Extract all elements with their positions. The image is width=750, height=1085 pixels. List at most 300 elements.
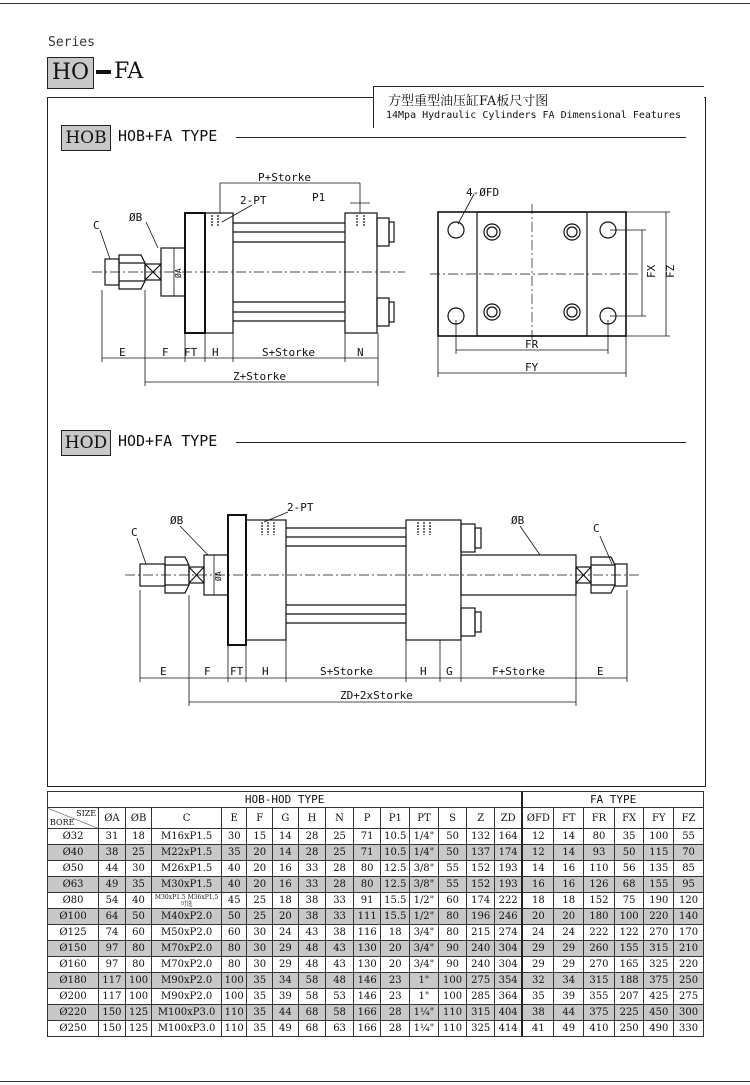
- table-cell: 100: [125, 973, 152, 989]
- table-cell: 222: [584, 925, 615, 941]
- table-cell: 10.5: [381, 829, 410, 845]
- table-cell: 116: [353, 925, 381, 941]
- table-cell: 40: [221, 877, 247, 893]
- table-cell: 126: [584, 877, 615, 893]
- table-cell: 15.5: [381, 909, 410, 925]
- table-cell: 63: [326, 1021, 354, 1037]
- table-cell: 220: [674, 957, 704, 973]
- table-cell: 190: [644, 893, 674, 909]
- table-cell: 120: [674, 893, 704, 909]
- table-cell: 30: [247, 925, 273, 941]
- table-cell: 1¼": [410, 1021, 439, 1037]
- table-body: [48, 829, 704, 1037]
- series-label: Series: [48, 35, 95, 50]
- table-cell: M90xP2.0: [152, 989, 222, 1005]
- table-cell: 90: [438, 941, 467, 957]
- table-cell: 29: [554, 957, 584, 973]
- table-cell: 130: [353, 957, 381, 973]
- hod-phi-b-right-label: ØB: [511, 514, 525, 527]
- table-cell: Ø200: [48, 989, 99, 1005]
- table-cell: 48: [298, 957, 326, 973]
- table-cell: 18: [273, 893, 299, 909]
- hod-f-label: F: [204, 665, 211, 678]
- table-cell: 20: [381, 941, 410, 957]
- table-cell: 100: [221, 973, 247, 989]
- table-cell: 60: [438, 893, 467, 909]
- table-cell: 12: [522, 845, 554, 861]
- hob-phi-a-label: ØA: [174, 268, 183, 278]
- column-header: PT: [410, 808, 439, 829]
- table-cell: 20: [381, 957, 410, 973]
- hod-header-rule: [236, 442, 686, 443]
- table-cell: 30: [247, 957, 273, 973]
- table-cell: 29: [273, 957, 299, 973]
- table-cell: 20: [247, 861, 273, 877]
- table-cell: 20: [247, 877, 273, 893]
- column-header: ØB: [125, 808, 152, 829]
- column-header: Z: [467, 808, 495, 829]
- hob-type-label: HOB+FA TYPE: [118, 127, 218, 145]
- series-suffix: FA: [114, 59, 144, 84]
- table-cell: 54: [99, 893, 126, 909]
- table-cell: 80: [221, 957, 247, 973]
- table-cell: 35: [247, 989, 273, 1005]
- table-cell: 115: [644, 845, 674, 861]
- table-cell: 110: [584, 861, 615, 877]
- hod-e-right-label: E: [597, 665, 604, 678]
- table-cell: 48: [326, 973, 354, 989]
- table-cell: 220: [644, 909, 674, 925]
- table-cell: 31: [99, 829, 126, 845]
- table-cell: 18: [554, 893, 584, 909]
- table-cell: 274: [495, 925, 523, 941]
- table-cell: 64: [99, 909, 126, 925]
- table-cell: 110: [221, 1005, 247, 1021]
- table-cell: 32: [522, 973, 554, 989]
- table-cell: 56: [614, 861, 644, 877]
- table-cell: 34: [554, 973, 584, 989]
- table-cell: 28: [298, 829, 326, 845]
- table-cell: 80: [353, 861, 381, 877]
- hob-phi-b-label: ØB: [129, 211, 143, 224]
- hod-zd-label: ZD+2xStorke: [340, 689, 413, 702]
- hod-s-storke-label: S+Storke: [320, 665, 373, 678]
- table-cell: M30xP1.5 M36xP1.5 可选: [152, 893, 222, 909]
- table-cell: 110: [221, 1021, 247, 1037]
- table-cell: Ø40: [48, 845, 99, 861]
- table-cell: 166: [353, 1021, 381, 1037]
- hod-ft-label: FT: [230, 665, 244, 678]
- table-cell: 24: [554, 925, 584, 941]
- table-cell: M26xP1.5: [152, 861, 222, 877]
- table-cell: 364: [495, 989, 523, 1005]
- table-cell: 25: [125, 845, 152, 861]
- column-header: FR: [584, 808, 615, 829]
- hob-h-label: H: [212, 346, 219, 359]
- table-cell: M90xP2.0: [152, 973, 222, 989]
- hob-n-label: N: [357, 346, 364, 359]
- column-header: FX: [614, 808, 644, 829]
- table-cell: 41: [522, 1021, 554, 1037]
- table-cell: 35: [125, 877, 152, 893]
- table-cell: 325: [644, 957, 674, 973]
- table-cell: 270: [644, 925, 674, 941]
- table-cell: 50: [221, 909, 247, 925]
- table-cell: 325: [467, 1021, 495, 1037]
- table-cell: 58: [298, 989, 326, 1005]
- table-cell: 23: [381, 973, 410, 989]
- table-cell: 14: [554, 829, 584, 845]
- table-cell: 29: [554, 941, 584, 957]
- table-cell: 58: [298, 973, 326, 989]
- table-cell: 25: [326, 829, 354, 845]
- table-cell: Ø32: [48, 829, 99, 845]
- table-cell: 50: [438, 829, 467, 845]
- front-fz-label: FZ: [664, 264, 677, 278]
- table-cell: 100: [221, 989, 247, 1005]
- table-cell: 210: [674, 941, 704, 957]
- table-cell: 355: [584, 989, 615, 1005]
- table-cell: 3/8": [410, 877, 439, 893]
- table-group-left: HOB-HOD TYPE: [48, 792, 523, 808]
- table-cell: M30xP1.5: [152, 877, 222, 893]
- spec-table: [47, 791, 704, 1037]
- table-cell: 12: [522, 829, 554, 845]
- hod-phi-b-left-label: ØB: [170, 514, 184, 527]
- title-chinese: 方型重型油压缸FA板尺寸图: [388, 94, 549, 109]
- table-cell: 38: [326, 925, 354, 941]
- table-cell: 117: [99, 973, 126, 989]
- table-cell: 20: [522, 909, 554, 925]
- table-cell: 275: [674, 989, 704, 1005]
- table-cell: 12.5: [381, 877, 410, 893]
- table-cell: 100: [644, 829, 674, 845]
- table-cell: 24: [522, 925, 554, 941]
- table-cell: 300: [674, 1005, 704, 1021]
- table-cell: 3/4": [410, 957, 439, 973]
- table-cell: M70xP2.0: [152, 941, 222, 957]
- table-cell: 315: [467, 1005, 495, 1021]
- table-cell: 15.5: [381, 893, 410, 909]
- table-cell: 100: [614, 909, 644, 925]
- column-header: P1: [381, 808, 410, 829]
- table-cell: 33: [298, 877, 326, 893]
- table-cell: M70xP2.0: [152, 957, 222, 973]
- table-cell: 33: [326, 893, 354, 909]
- front-fr-label: FR: [525, 338, 539, 351]
- hod-phi-a-label: ØA: [214, 571, 223, 581]
- table-cell: 35: [522, 989, 554, 1005]
- table-cell: 174: [495, 845, 523, 861]
- table-cell: 60: [125, 925, 152, 941]
- table-row: [48, 861, 704, 877]
- hob-f-label: F: [162, 346, 169, 359]
- table-cell: 240: [467, 941, 495, 957]
- table-cell: 1": [410, 989, 439, 1005]
- table-cell: Ø250: [48, 1021, 99, 1037]
- column-header: G: [273, 808, 299, 829]
- column-header: N: [326, 808, 354, 829]
- table-cell: 3/4": [410, 941, 439, 957]
- table-cell: 490: [644, 1021, 674, 1037]
- table-cell: M16xP1.5: [152, 829, 222, 845]
- table-cell: 30: [125, 861, 152, 877]
- table-cell: 29: [522, 941, 554, 957]
- hod-2pt-label: 2-PT: [287, 501, 314, 514]
- table-cell: 29: [273, 941, 299, 957]
- table-cell: 354: [495, 973, 523, 989]
- table-cell: 70: [674, 845, 704, 861]
- table-cell: M22xP1.5: [152, 845, 222, 861]
- hod-h-left-label: H: [262, 665, 269, 678]
- table-cell: 35: [221, 845, 247, 861]
- table-cell: 20: [273, 909, 299, 925]
- table-cell: 315: [584, 973, 615, 989]
- table-cell: 18: [381, 925, 410, 941]
- hob-front-view: [430, 180, 680, 380]
- column-header: H: [298, 808, 326, 829]
- table-cell: 95: [674, 877, 704, 893]
- hod-h-right-label: H: [420, 665, 427, 678]
- table-cell: 34: [273, 973, 299, 989]
- table-cell: Ø150: [48, 941, 99, 957]
- hod-g-label: G: [446, 665, 453, 678]
- table-row: [48, 909, 704, 925]
- table-group-header: [48, 792, 704, 808]
- table-cell: 240: [467, 957, 495, 973]
- table-cell: 275: [467, 973, 495, 989]
- table-cell: 55: [438, 877, 467, 893]
- table-row: [48, 1005, 704, 1021]
- table-cell: 50: [438, 845, 467, 861]
- hob-z-storke-label: Z+Storke: [233, 370, 286, 383]
- table-cell: 39: [554, 989, 584, 1005]
- table-cell: 30: [247, 941, 273, 957]
- table-cell: 60: [221, 925, 247, 941]
- hod-c-right-label: C: [593, 522, 600, 535]
- table-cell: 155: [644, 877, 674, 893]
- table-cell: 1/2": [410, 909, 439, 925]
- table-row: [48, 973, 704, 989]
- table-cell: 14: [554, 845, 584, 861]
- table-row: [48, 957, 704, 973]
- column-header: ZD: [495, 808, 523, 829]
- table-cell: 40: [125, 893, 152, 909]
- table-corner-cell: [48, 808, 99, 829]
- table-cell: 97: [99, 957, 126, 973]
- table-cell: 375: [584, 1005, 615, 1021]
- table-cell: Ø80: [48, 893, 99, 909]
- table-cell: 40: [221, 861, 247, 877]
- table-row: [48, 829, 704, 845]
- column-header: F: [247, 808, 273, 829]
- hob-type-box: HOB: [61, 125, 111, 151]
- table-cell: 150: [99, 1005, 126, 1021]
- table-cell: 30: [221, 829, 247, 845]
- table-cell: 135: [644, 861, 674, 877]
- table-cell: 18: [522, 893, 554, 909]
- table-cell: 68: [298, 1021, 326, 1037]
- table-cell: 71: [353, 829, 381, 845]
- table-cell: 16: [554, 861, 584, 877]
- table-cell: 38: [522, 1005, 554, 1021]
- table-cell: 166: [353, 1005, 381, 1021]
- column-header: FZ: [674, 808, 704, 829]
- table-cell: 18: [125, 829, 152, 845]
- table-cell: 14: [273, 845, 299, 861]
- column-header: P: [353, 808, 381, 829]
- table-cell: 152: [467, 877, 495, 893]
- table-cell: 12.5: [381, 861, 410, 877]
- table-cell: 80: [438, 909, 467, 925]
- table-cell: 207: [614, 989, 644, 1005]
- table-cell: 425: [644, 989, 674, 1005]
- column-header: FT: [554, 808, 584, 829]
- table-cell: 25: [247, 893, 273, 909]
- table-cell: 196: [467, 909, 495, 925]
- table-cell: 1/4": [410, 829, 439, 845]
- table-cell: 1/4": [410, 845, 439, 861]
- table-cell: 16: [273, 861, 299, 877]
- table-cell: 111: [353, 909, 381, 925]
- table-cell: 28: [326, 861, 354, 877]
- table-cell: Ø50: [48, 861, 99, 877]
- table-cell: 75: [614, 893, 644, 909]
- table-cell: Ø125: [48, 925, 99, 941]
- table-cell: 91: [353, 893, 381, 909]
- table-cell: 29: [522, 957, 554, 973]
- hob-e-label: E: [119, 346, 126, 359]
- table-cell: 3/4": [410, 925, 439, 941]
- table-cell: 285: [467, 989, 495, 1005]
- table-cell: 165: [614, 957, 644, 973]
- table-cell: 410: [584, 1021, 615, 1037]
- table-cell: 1¼": [410, 1005, 439, 1021]
- hob-ft-label: FT: [184, 346, 198, 359]
- table-cell: 330: [674, 1021, 704, 1037]
- table-cell: 90: [438, 957, 467, 973]
- table-cell: 122: [614, 925, 644, 941]
- table-cell: 80: [438, 925, 467, 941]
- table-cell: 68: [298, 1005, 326, 1021]
- table-cell: 93: [584, 845, 615, 861]
- table-cell: 55: [438, 861, 467, 877]
- table-cell: Ø100: [48, 909, 99, 925]
- table-cell: M50xP2.0: [152, 925, 222, 941]
- table-cell: 125: [125, 1005, 152, 1021]
- table-cell: 125: [125, 1021, 152, 1037]
- hob-p1-label: P1: [312, 191, 326, 204]
- table-group-right: FA TYPE: [522, 792, 703, 808]
- table-cell: 100: [438, 989, 467, 1005]
- table-cell: 110: [438, 1005, 467, 1021]
- column-header: ØFD: [522, 808, 554, 829]
- hob-p-storke-label: P+Storke: [258, 171, 311, 184]
- table-cell: 152: [467, 861, 495, 877]
- table-cell: 25: [247, 909, 273, 925]
- table-cell: 50: [614, 845, 644, 861]
- column-header: C: [152, 808, 222, 829]
- table-cell: 450: [644, 1005, 674, 1021]
- table-cell: 44: [273, 1005, 299, 1021]
- table-cell: 130: [353, 941, 381, 957]
- table-cell: 45: [221, 893, 247, 909]
- table-cell: 97: [99, 941, 126, 957]
- table-cell: 35: [614, 829, 644, 845]
- table-cell: 15: [247, 829, 273, 845]
- table-cell: 35: [247, 1005, 273, 1021]
- hod-e-left-label: E: [160, 665, 167, 678]
- table-cell: 50: [125, 909, 152, 925]
- table-cell: Ø160: [48, 957, 99, 973]
- hod-type-label: HOD+FA TYPE: [118, 432, 218, 450]
- table-cell: 137: [467, 845, 495, 861]
- table-cell: 58: [326, 1005, 354, 1021]
- table-cell: 146: [353, 973, 381, 989]
- table-cell: 246: [495, 909, 523, 925]
- table-cell: 225: [614, 1005, 644, 1021]
- table-cell: 132: [467, 829, 495, 845]
- table-cell: 33: [326, 909, 354, 925]
- table-cell: 170: [674, 925, 704, 941]
- table-row: [48, 1021, 704, 1037]
- table-cell: 23: [381, 989, 410, 1005]
- table-cell: 55: [674, 829, 704, 845]
- table-cell: 117: [99, 989, 126, 1005]
- table-cell: 33: [298, 861, 326, 877]
- table-cell: 140: [674, 909, 704, 925]
- table-cell: 404: [495, 1005, 523, 1021]
- table-cell: 100: [125, 989, 152, 1005]
- table-cell: 1/2": [410, 893, 439, 909]
- table-cell: 14: [273, 829, 299, 845]
- table-cell: 24: [273, 925, 299, 941]
- corner-bore: BORE: [50, 818, 75, 827]
- table-cell: Ø63: [48, 877, 99, 893]
- table-cell: 80: [125, 957, 152, 973]
- table-cell: 44: [554, 1005, 584, 1021]
- table-cell: 193: [495, 861, 523, 877]
- table-cell: 315: [644, 941, 674, 957]
- table-row: [48, 989, 704, 1005]
- table-cell: 110: [438, 1021, 467, 1037]
- table-cell: Ø220: [48, 1005, 99, 1021]
- table-cell: 80: [584, 829, 615, 845]
- table-cell: M100xP3.0: [152, 1005, 222, 1021]
- table-cell: 68: [614, 877, 644, 893]
- table-cell: 250: [614, 1021, 644, 1037]
- table-cell: 38: [298, 893, 326, 909]
- hob-c-label: C: [93, 219, 100, 232]
- series-code: HO: [47, 57, 94, 89]
- table-cell: 38: [298, 909, 326, 925]
- table-cell: 188: [614, 973, 644, 989]
- table-cell: 35: [247, 1021, 273, 1037]
- column-header: E: [221, 808, 247, 829]
- table-cell: 49: [273, 1021, 299, 1037]
- table-cell: 174: [467, 893, 495, 909]
- table-cell: 146: [353, 989, 381, 1005]
- table-cell: 16: [522, 877, 554, 893]
- table-cell: 3/8": [410, 861, 439, 877]
- table-cell: 16: [273, 877, 299, 893]
- table-cell: 28: [298, 845, 326, 861]
- table-cell: 270: [584, 957, 615, 973]
- hod-type-box: HOD: [61, 430, 111, 456]
- table-cell: 38: [99, 845, 126, 861]
- table-cell: 250: [674, 973, 704, 989]
- table-cell: 100: [438, 973, 467, 989]
